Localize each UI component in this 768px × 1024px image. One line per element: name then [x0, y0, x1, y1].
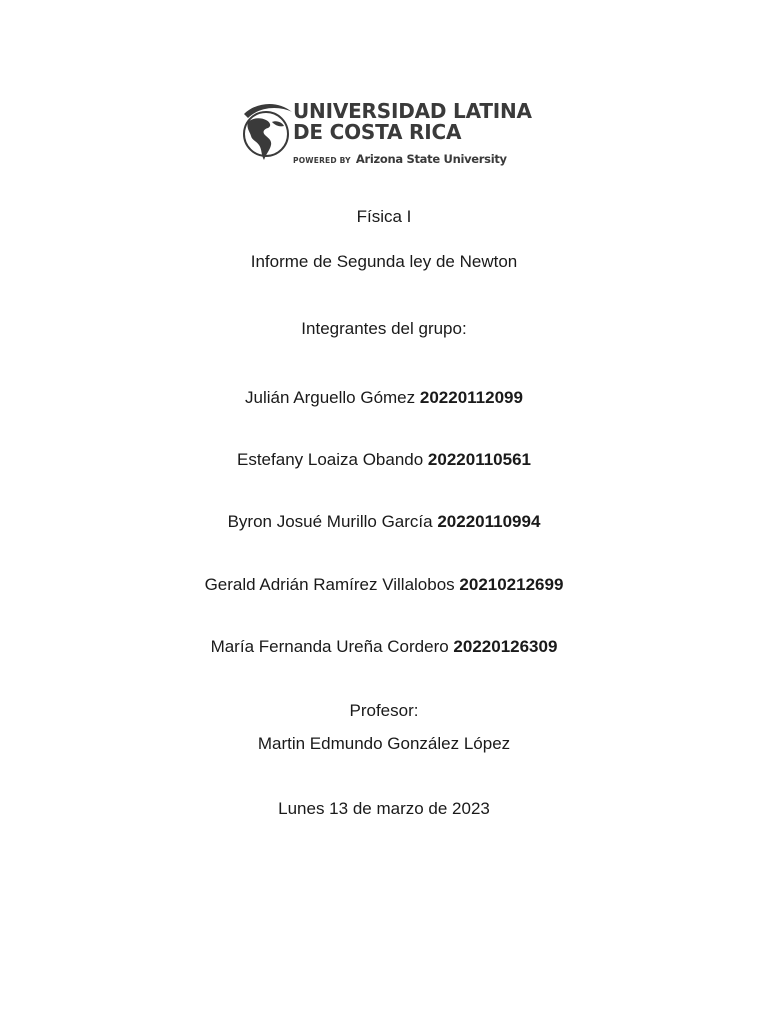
document-date: Lunes 13 de marzo de 2023: [278, 799, 490, 818]
member-id: 20220110561: [427, 450, 531, 469]
course-title: Física I: [356, 207, 412, 226]
member-line: [0, 637, 768, 657]
member-line: [0, 575, 768, 595]
member-name: María Fernanda Ureña Cordero: [210, 637, 449, 656]
professor-heading: Profesor:: [349, 701, 419, 720]
members-heading: Integrantes del grupo:: [301, 319, 467, 338]
member-id: 20210212699: [459, 575, 564, 594]
member-id: 20220126309: [453, 637, 558, 656]
university-name-line1: UNIVERSIDAD LATINA: [293, 99, 532, 123]
member-name: Gerald Adrián Ramírez Villalobos: [204, 575, 455, 594]
university-name-line2: DE COSTA RICA: [293, 119, 462, 144]
member-line: [0, 450, 768, 470]
member-line: [0, 388, 768, 408]
powered-by: [293, 148, 507, 167]
member-name: Julián Arguello Gómez: [245, 388, 416, 407]
professor-name: Martin Edmundo González López: [257, 734, 511, 753]
member-id: 20220112099: [419, 388, 523, 407]
report-title: Informe de Segunda ley de Newton: [250, 252, 518, 271]
member-name: Byron Josué Murillo García: [227, 512, 433, 531]
powered-by-label: POWERED BY: [293, 156, 351, 165]
university-name: [293, 101, 532, 142]
university-logo: [238, 100, 538, 166]
member-name: Estefany Loaiza Obando: [237, 450, 424, 469]
partner-name: Arizona State University: [355, 152, 507, 166]
member-id: 20220110994: [437, 512, 541, 531]
globe-icon: [238, 100, 294, 164]
member-line: [0, 512, 768, 532]
